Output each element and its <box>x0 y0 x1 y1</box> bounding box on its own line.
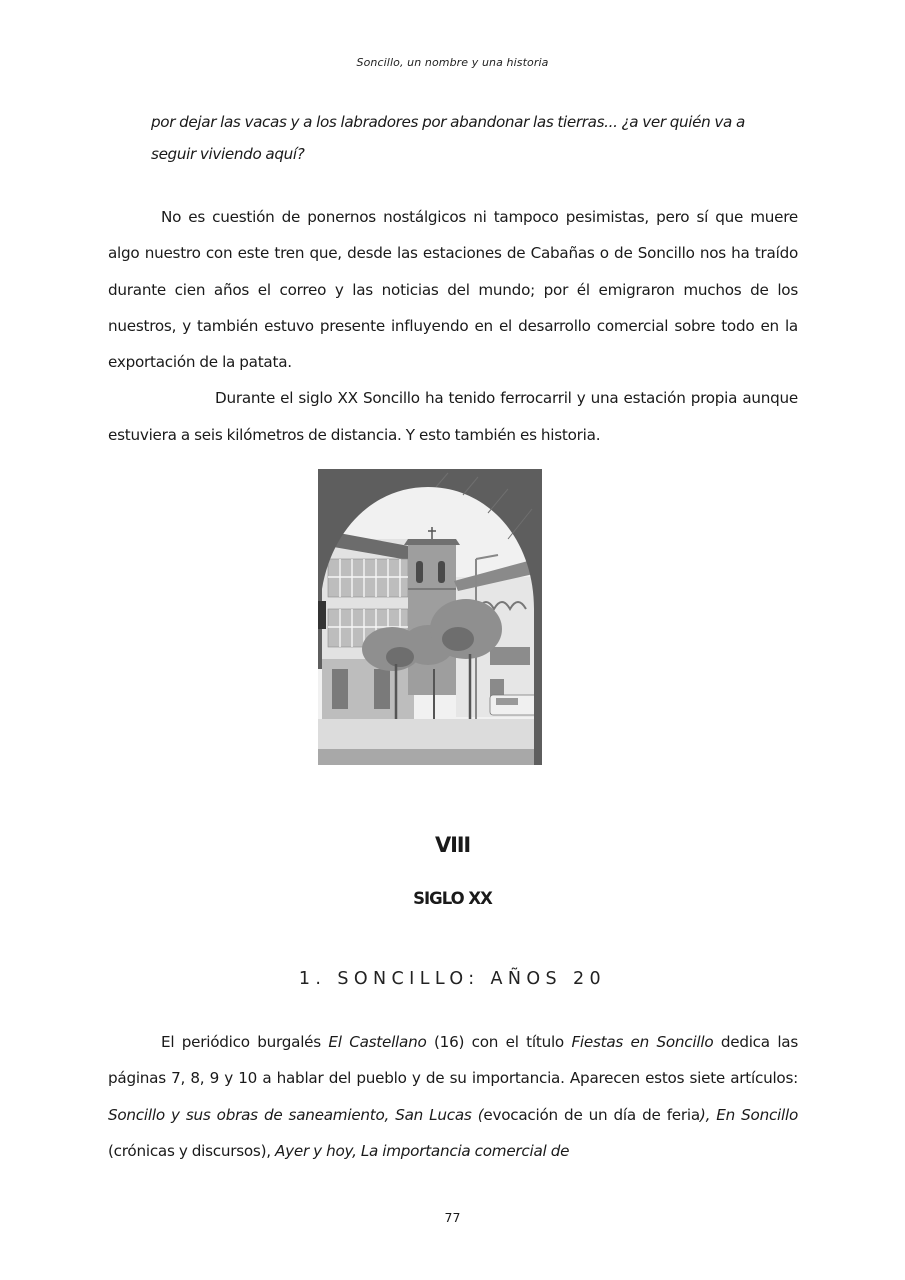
text-run: (16) con el título <box>426 1033 572 1051</box>
article-titles: Soncillo y sus obras de saneamiento, San Lucas ( <box>108 1105 484 1124</box>
page-number: 77 <box>444 1210 461 1225</box>
text-run: evocación de un día de feria <box>483 1105 700 1124</box>
chapter-number: VIII <box>435 833 470 857</box>
paragraph-history: Durante el siglo XX Soncillo ha tenido ferrocarril y una estación propia aunque estuviera a seis kilómetros de distancia. Y esto también es historia. <box>108 389 798 444</box>
article-title: ), En Soncillo <box>699 1105 798 1124</box>
quote-line-1: por dejar las vacas y a los labradores por abandonar las tierras... ¿a ver quién va a <box>151 113 745 131</box>
block-quote <box>151 106 811 170</box>
text-run: El periódico burgalés <box>161 1033 329 1051</box>
text-run: (crónicas y discursos), <box>108 1141 276 1160</box>
town-square-photo <box>318 469 542 765</box>
text-run: dedica las páginas 7, 8, 9 y 10 a hablar del pueblo y de su importancia. Aparecen estos siete artículos: <box>108 1033 799 1088</box>
section-title: 1. SONCILLO: AÑOS 20 <box>298 969 607 989</box>
article-titles: Ayer y hoy, La importancia comercial de <box>275 1141 570 1160</box>
running-header: Soncillo, un nombre y una historia <box>356 56 549 69</box>
chapter-title: SIGLO XX <box>413 889 492 908</box>
paragraph-newspaper <box>108 1024 798 1169</box>
paragraph-el-castellano <box>108 1024 798 1169</box>
newspaper-name: El Castellano <box>328 1033 427 1051</box>
body-paragraphs <box>108 199 798 453</box>
quote-line-2: seguir viviendo aquí? <box>151 145 305 163</box>
paragraph-train: No es cuestión de ponernos nostálgicos ni tampoco pesimistas, pero sí que muere algo nuestro con este tren que, desde las estaciones de Cabañas o de Soncillo nos ha traído durante cien años el correo y las noticias del mundo; por él emigraron muchos de los nuestros, y también estuvo presente influyendo en el desarrollo comercial sobre todo en la exportación de la patata. <box>108 208 798 372</box>
article-title: Fiestas en Soncillo <box>571 1033 714 1051</box>
